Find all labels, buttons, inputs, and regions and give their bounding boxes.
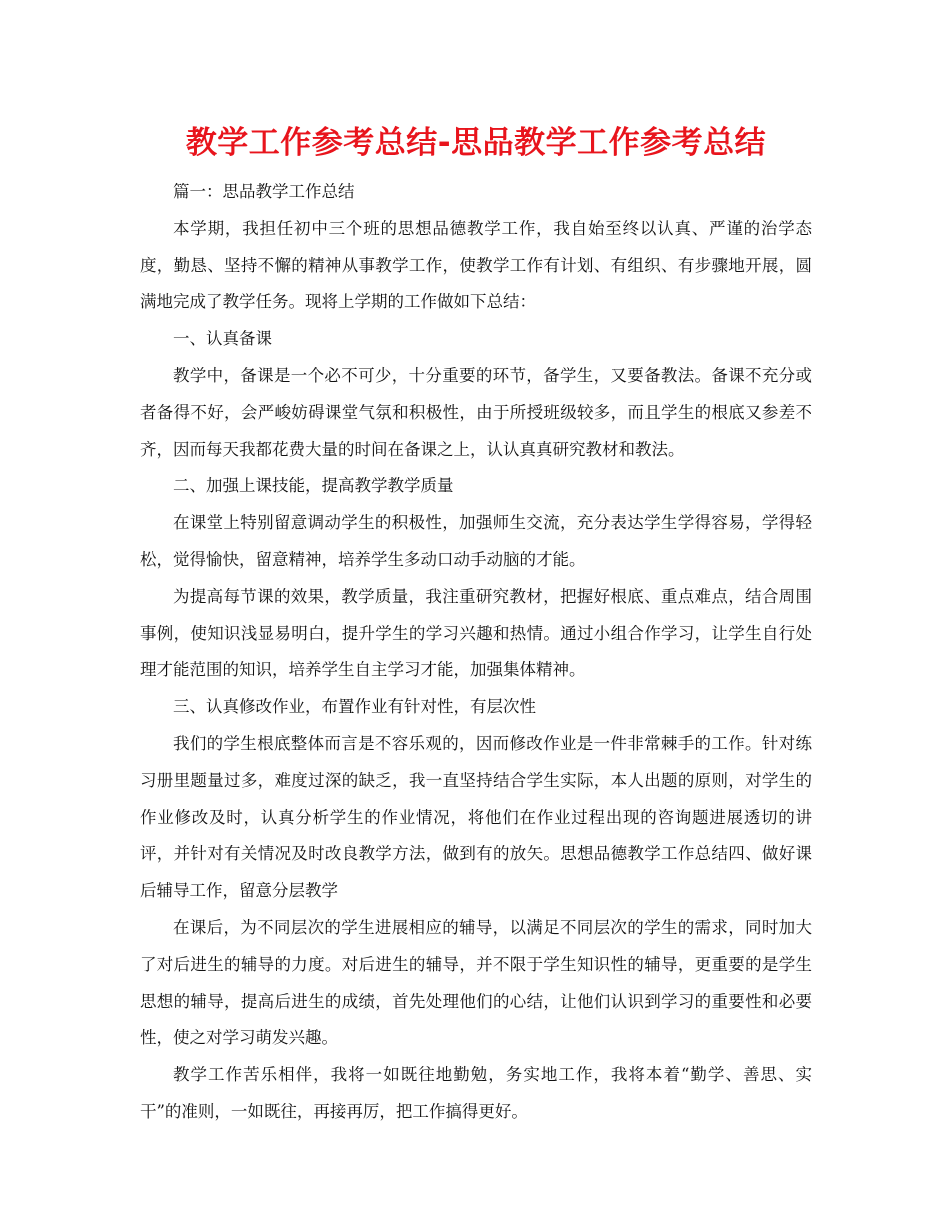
- paragraph-intro: 本学期，我担任初中三个班的思想品德教学工作，我自始至终以认真、严谨的治学态度，勤恳、坚持不懈的精神从事教学工作，使教学工作有计划、有组织、有步骤地开展，圆满地完成了教学任务。现将上学期的工作做如下总结：: [140, 218, 812, 312]
- paragraph-homework: 我们的学生根底整体而言是不容乐观的，因而修改作业是一件非常棘手的工作。针对练习册里题量过多，难度过深的缺乏，我一直坚持结合学生实际，本人出题的原则，对学生的作业修改及时，认真分析学生的作业情况，将他们在作业过程出现的咨询题进展透切的讲评，并针对有关情况及时改良教学方法，做到有的放矢。思想品德教学工作总结四、做好课后辅导工作，留意分层教学: [140, 733, 812, 901]
- document-title: 教学工作参考总结-思品教学工作参考总结: [185, 125, 767, 161]
- section-heading-3: 三、认真修改作业，布置作业有针对性，有层次性: [173, 697, 536, 717]
- paragraph-classroom: 在课堂上特别留意调动学生的积极性，加强师生交流，充分表达学生学得容易，学得轻松，觉得愉快，留意精神，培养学生多动口动手动脑的才能。: [140, 513, 812, 569]
- paragraph-lesson-effect: 为提高每节课的效果，教学质量，我注重研究教材，把握好根底、重点难点，结合周围事例，使知识浅显易明白，提升学生的学习兴趣和热情。通过小组合作学习，让学生自行处理才能范围的知识，培养学生自主学习才能，加强集体精神。: [140, 586, 812, 680]
- section-heading-1: 一、认真备课: [173, 329, 272, 349]
- section-heading-pian-yi: 篇一：思品教学工作总结: [173, 182, 355, 201]
- paragraph-lesson-prep: 教学中，备课是一个必不可少，十分重要的环节，备学生，又要备教法。备课不充分或者备得不好，会严峻妨碍课堂气氛和积极性，由于所授班级较多，而且学生的根底又参差不齐，因而每天我都花费大量的时间在备课之上，认认真真研究教材和教法。: [140, 365, 812, 459]
- section-heading-2: 二、加强上课技能，提高教学教学质量: [173, 476, 454, 496]
- document-content: [140, 118, 812, 1131]
- paragraph-after-class: 在课后，为不同层次的学生进展相应的辅导，以满足不同层次的学生的需求，同时加大了对后进生的辅导的力度。对后进生的辅导，并不限于学生知识性的辅导，更重要的是学生思想的辅导，提高后进生的成绩，首先处理他们的心结，让他们认识到学习的重要性和必要性，使之对学习萌发兴趣。: [140, 917, 812, 1048]
- paragraph-conclusion: 教学工作苦乐相伴，我将一如既往地勤勉，务实地工作，我将本着“勤学、善思、实干”的准则，一如既往，再接再厉，把工作搞得更好。: [140, 1065, 812, 1121]
